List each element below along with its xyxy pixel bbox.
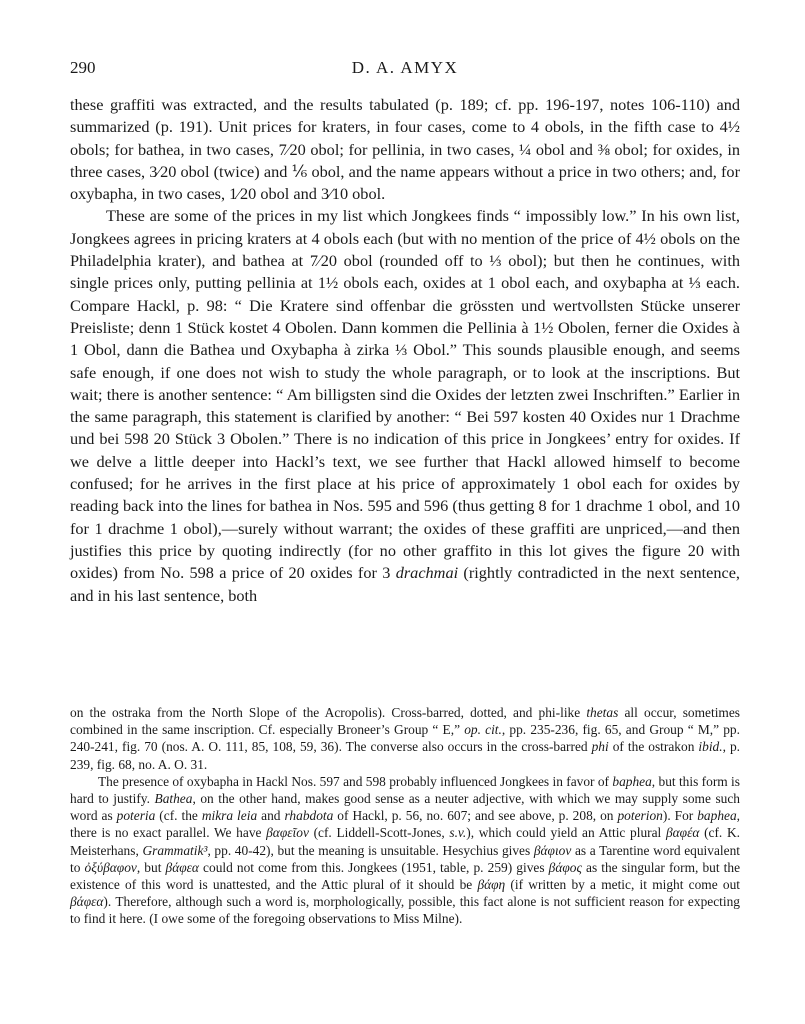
paragraph-1: these graffiti was extracted, and the results tabulated (p. 189; cf. pp. 196-197, notes 106-110) and summarized (p. 191). Unit prices for kraters, in four cases, come to 4 obols, in the fifth case to 4½ obols; for bathea, in two cases, 7⁄20 obol; for pellinia, in two cases, ¼ obol and ⅜ obol; for oxides, in three cases, 3⁄20 obol (twice) and ⅙ obol, and the name appears without a price in two others; and, for oxybapha, in two cases, 1⁄20 obol and 3⁄10 obol.: [70, 95, 740, 204]
note-text: all occur, sometimes combined in the same inscription. Cf. especially Broneer’s Group “ E,”: [70, 705, 740, 738]
note-text: , pp. 40-42), but the meaning is unsuitable. Hesychius gives: [207, 842, 534, 858]
note-text: , on the other hand, makes good sense as a neuter adjective, with which we may supply some such word as: [70, 791, 740, 824]
running-header: [70, 58, 740, 82]
note-italic: Bathea: [154, 791, 193, 807]
greek-word: βαφέα: [665, 825, 700, 841]
note-text: , p. 239, fig. 68, no. A. O. 31.: [70, 739, 740, 772]
note-text: of Hackl, p. 56, no. 607; and see above, p. 208, on: [333, 808, 618, 824]
page-number: 290: [70, 58, 96, 77]
paragraph-2-body: These are some of the prices in my list which Jongkees finds “ impossibly low.” In his own list, Jongkees agrees in pricing kraters at 4 obols each (but with no mention of the price of 4½ obols on the Philadelphia krater), and bathea at 7⁄20 obol (rounded off to ⅓ obol); but then he continues, with single prices only, putting pellinia at 1½ obols each, oxides at 1 obol each, and oxybapha at ⅓ each. Compare Hackl, p. 98: “ Die Kratere sind offenbar die grössten und wertvollsten Stücke unserer Preisliste; denn 1 Stück kostet 4 Obolen. Dann kommen die Pellinia à 1½ Obolen, ferner die Oxides à 1 Obol, dann die Bathea und Oxybapha à zirka ⅓ Obol.” This sounds plausible enough, and seems safe enough, if one does not wish to study the whole paragraph, or to look at the inscriptions. But wait; there is another sentence: “ Am billigsten sind die Oxides der letzten zwei Inschriften.” Earlier in the same paragraph, this statement is clarified by another: “ Bei 597 kosten 40 Oxides nur 1 Drachme und bei 598 20 Stück 3 Obolen.” There is no indication of this price in Jongkees’ entry for oxides. If we delve a little deeper into Hackl’s text, we see further that Hackl allowed himself to become confused; for he arrives in the first place at his price of approximately 1 obol each for oxides by reading back into the lines for bathea in Nos. 595 and 596 (thus getting 8 for 1 drachme 1 obol, and 10 for 1 drachme 1 obol),—surely without warrant; the oxides of these graffiti are unpriced,—and then justifies this price by quoting indirectly (for no other graffito in this lot gives the figure 20 with oxides) from No. 598 a price of 20 oxides for 3: [70, 206, 740, 583]
greek-word: βάφιον: [533, 842, 572, 858]
greek-word: βαφεῖον: [266, 825, 309, 841]
note-text: on the ostraka from the North Slope of the Acropolis). Cross-barred, dotted, and phi-like: [70, 705, 587, 720]
note-text: (cf. K. Meisterhans,: [70, 825, 740, 858]
note-text: The presence of oxybapha in Hackl Nos. 597 and 598 probably influenced Jongkees in favor of: [98, 773, 613, 789]
note-text: , but this form is hard to justify.: [70, 773, 740, 807]
note-text: ). Therefore, although such a word is, morphologically, possible, this fact alone is not sufficient reason for expecting to find it here. (I owe some of the foregoing observations to Miss Milne).: [70, 894, 740, 927]
footnote-continuation: [70, 704, 740, 773]
note-italic: poteria: [116, 808, 156, 824]
greek-word: βάφη: [477, 877, 506, 893]
note-text: and: [257, 808, 285, 824]
main-text: [70, 94, 740, 607]
greek-word: ὀξύβαφον: [84, 859, 137, 875]
note-italic: baphea: [612, 773, 652, 789]
note-text: as the singular form, but the existence of this word is unattested, and the Attic plural of it should be: [70, 859, 741, 893]
note-italic: rhabdota: [284, 808, 334, 824]
note-italic: Grammatik³: [142, 842, 208, 858]
note-text: as a Tarentine word equivalent to: [70, 842, 740, 875]
italic-term: drachmai: [395, 563, 459, 583]
note-text: could not come from this. Jongkees (1951, table, p. 259) gives: [198, 859, 549, 875]
note-italic: poterion: [617, 808, 663, 824]
running-title: D. A. AMYX: [351, 58, 459, 77]
note-text: (cf. Liddell-Scott-Jones,: [308, 825, 450, 841]
note-text: (if written by a metic, it might come out: [505, 877, 741, 893]
greek-word: βάφος: [548, 859, 582, 875]
note-italic: op. cit.: [464, 722, 502, 738]
note-italic: phi: [591, 739, 609, 755]
note-italic: thetas: [586, 705, 619, 720]
note-text: , there is no exact parallel. We have: [70, 808, 741, 841]
note-text: (cf. the: [155, 808, 202, 824]
note-italic: baphea: [697, 808, 737, 824]
note-text: of the ostrakon: [608, 739, 699, 755]
note-text: , but: [136, 859, 166, 875]
note-text: , pp. 235-236, fig. 65, and Group “ M,” pp. 240-241, fig. 70 (nos. A. O. 111, 85, 108, 59, 36). The converse also occurs in the cross-barred: [70, 722, 740, 755]
footnote-paragraph: [70, 773, 740, 928]
note-text: ), which could yield an Attic plural: [466, 825, 666, 841]
note-italic: ibid.: [698, 739, 723, 755]
greek-word: βάφεα: [70, 894, 104, 910]
note-italic: s.v.: [449, 825, 467, 841]
greek-word: βάφεα: [165, 859, 199, 875]
paragraph-2: [70, 205, 740, 606]
note-text: ). For: [662, 808, 698, 824]
paragraph-2-tail: (rightly contradicted in the next sentence, and in his last sentence, both: [70, 563, 741, 605]
footnotes: [70, 704, 740, 928]
note-italic: mikra leia: [201, 808, 258, 824]
